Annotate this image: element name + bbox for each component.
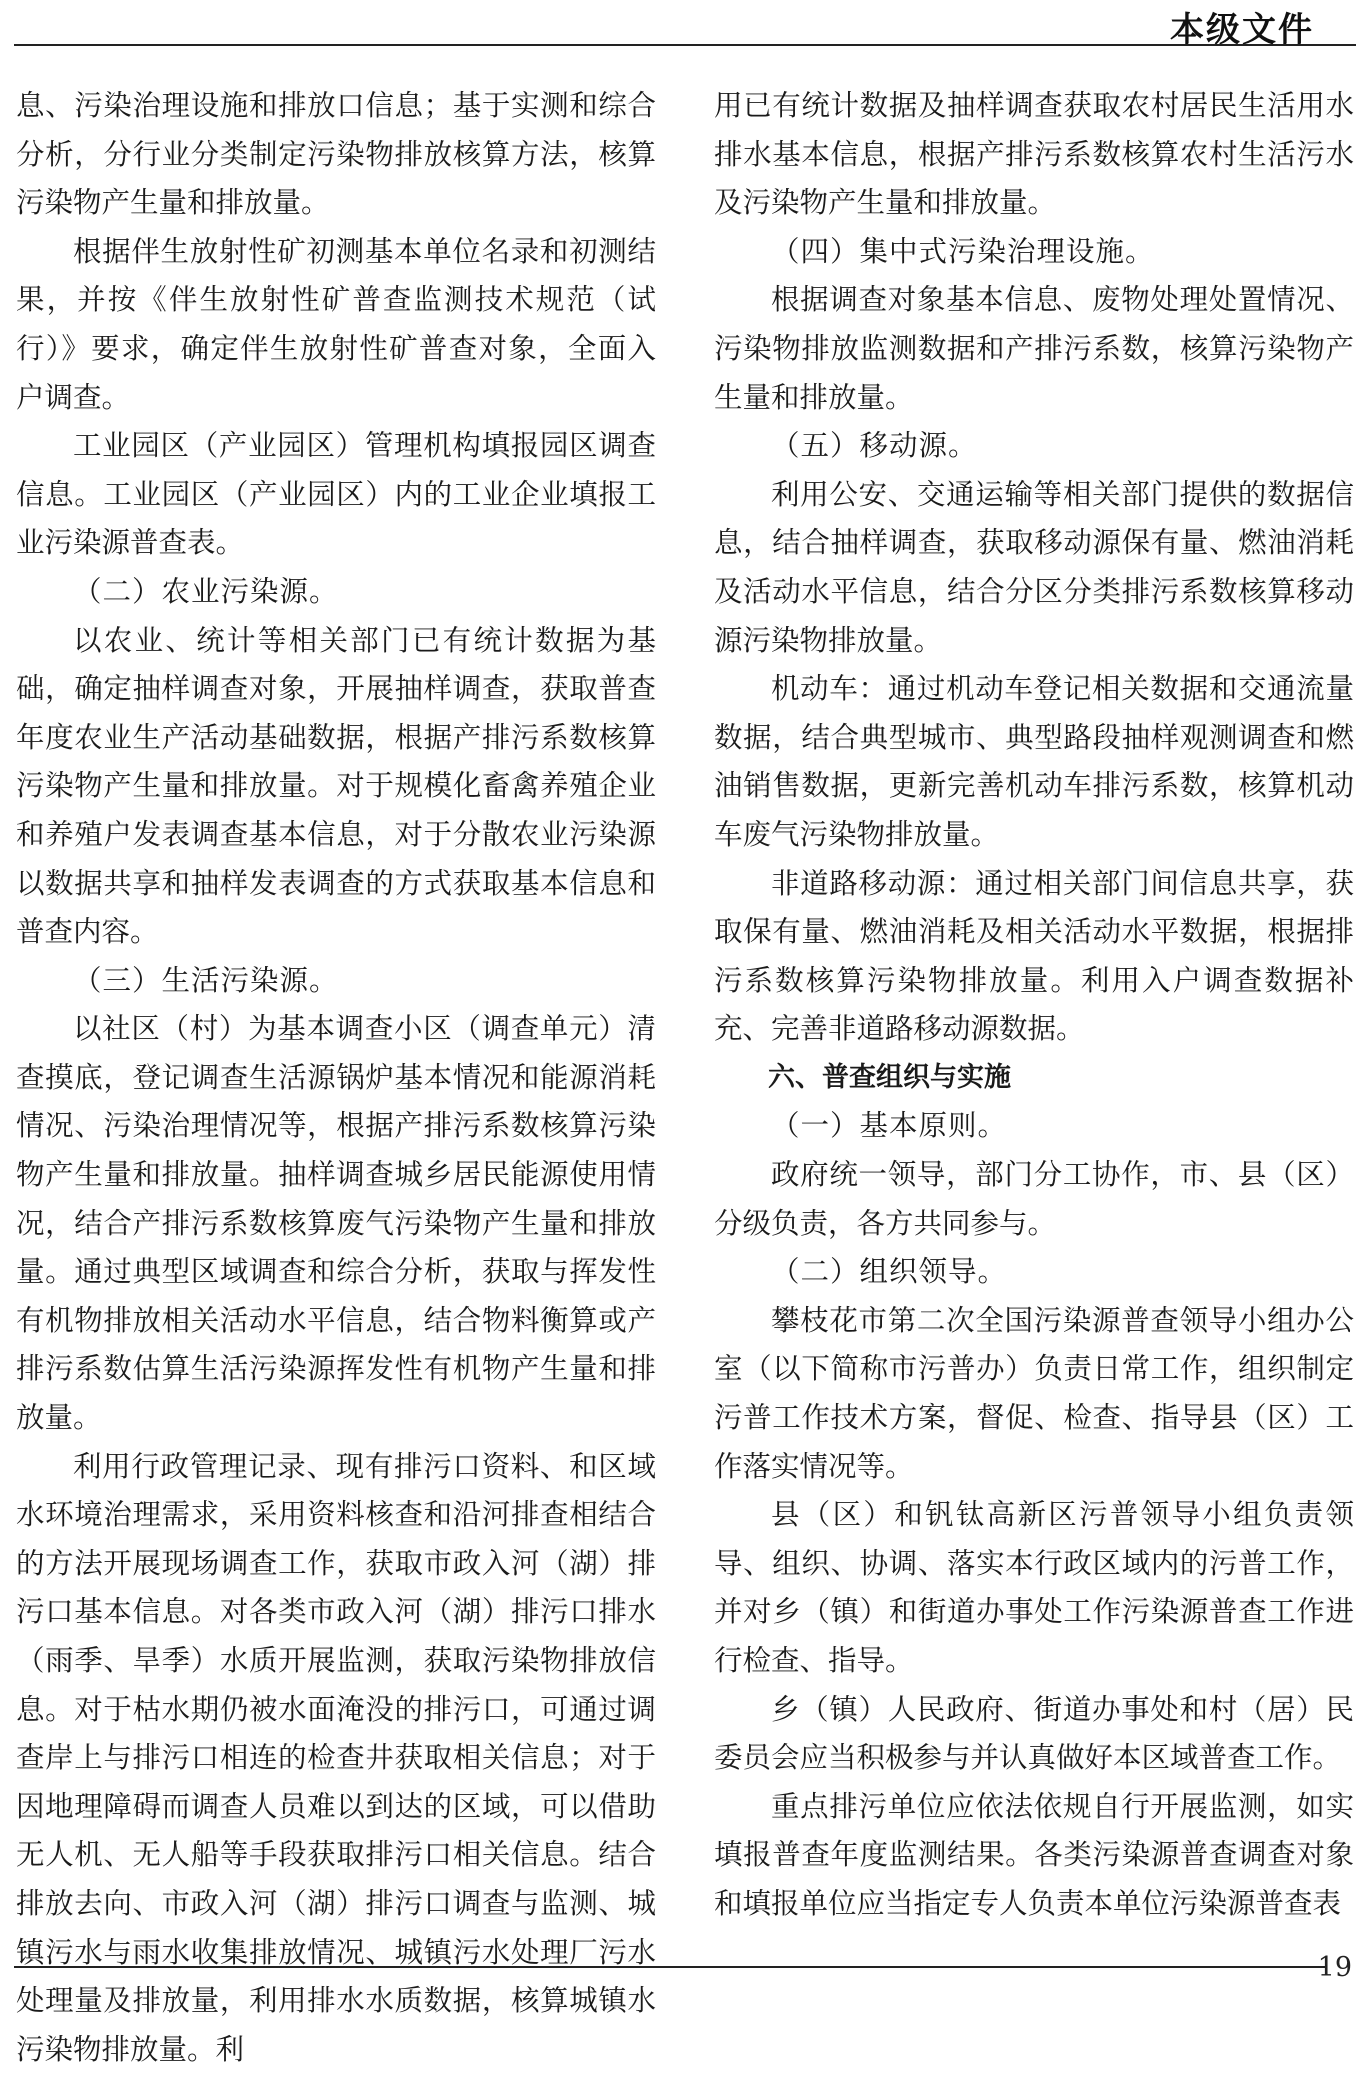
subsection-heading: （四）集中式污染治理设施。 — [771, 234, 1155, 268]
paragraph: 乡（镇）人民政府、街道办事处和村（居）民委员会应当积极参与并认真做好本区域普查工作。 — [714, 1692, 1354, 1775]
header-rule — [14, 44, 1356, 46]
subsection-heading: （二）农业污染源。 — [73, 574, 339, 608]
running-header-title: 本级文件 — [1170, 10, 1314, 50]
paragraph: 重点排污单位应依法依规自行开展监测，如实填报普查年度监测结果。各类污染源普查调查对象和填报单位应当指定专人负责本单位污染源普查表 — [714, 1789, 1354, 1920]
subsection-heading: （一）基本原则。 — [771, 1109, 1008, 1143]
paragraph: 非道路移动源：通过相关部门间信息共享，获取保有量、燃油消耗及相关活动水平数据，根据排污系数核算污染物排放量。利用入户调查数据补充、完善非道路移动源数据。 — [714, 866, 1354, 1046]
left-column — [16, 82, 656, 2074]
paragraph: 县（区）和钒钛高新区污普领导小组负责领导、组织、协调、落实本行政区域内的污普工作，并对乡（镇）和街道办事处工作污染源普查工作进行检查、指导。 — [714, 1498, 1354, 1677]
paragraph: 利用公安、交通运输等相关部门提供的数据信息，结合抽样调查，获取移动源保有量、燃油消耗及活动水平信息，结合分区分类排污系数核算移动源污染物排放量。 — [714, 477, 1354, 657]
paragraph: 根据伴生放射性矿初测基本单位名录和初测结果，并按《伴生放射性矿普查监测技术规范（试行）》要求，确定伴生放射性矿普查对象，全面入户调查。 — [16, 234, 656, 414]
paragraph: 机动车：通过机动车登记相关数据和交通流量数据，结合典型城市、典型路段抽样观测调查和燃油销售数据，更新完善机动车排污系数，核算机动车废气污染物排放量。 — [714, 672, 1354, 851]
subsection-heading: （五）移动源。 — [771, 429, 978, 463]
section-heading: 六、普查组织与实施 — [768, 1061, 1011, 1093]
subsection-heading: （二）组织领导。 — [771, 1255, 1008, 1289]
paragraph: 用已有统计数据及抽样调查获取农村居民生活用水排水基本信息，根据产排污系数核算农村生活污水及污染物产生量和排放量。 — [714, 89, 1354, 220]
paragraph: 根据调查对象基本信息、废物处理处置情况、污染物排放监测数据和产排污系数，核算污染物产生量和排放量。 — [714, 283, 1354, 414]
paragraph: 工业园区（产业园区）管理机构填报园区调查信息。工业园区（产业园区）内的工业企业填报工业污染源普查表。 — [16, 429, 656, 560]
paragraph: 利用行政管理记录、现有排污口资料、和区域水环境治理需求，采用资料核查和沿河排查相结合的方法开展现场调查工作，获取市政入河（湖）排污口基本信息。对各类市政入河（湖）排污口排水（雨季、旱季）水质开展监测，获取污染物排放信息。对于枯水期仍被水面淹没的排污口，可通过调查岸上与排污口相连的检查井获取相关信息；对于因地理障碍而调查人员难以到达的区域，可以借助无人机、无人船等手段获取排污口相关信息。结合排放去向、市政入河（湖）排污口调查与监测、城镇污水与雨水收集排放情况、城镇污水处理厂污水处理量及排放量，利用排水水质数据，核算城镇水污染物排放量。利 — [16, 1449, 656, 2066]
paragraph: 以农业、统计等相关部门已有统计数据为基础，确定抽样调查对象，开展抽样调查，获取普查年度农业生产活动基础数据，根据产排污系数核算污染物产生量和排放量。对于规模化畜禽养殖企业和养殖户发表调查基本信息，对于分散农业污染源以数据共享和抽样发表调查的方式获取基本信息和普查内容。 — [16, 623, 656, 949]
subsection-heading: （三）生活污染源。 — [73, 963, 339, 997]
right-column — [714, 82, 1354, 1929]
footer-rule — [14, 1966, 1326, 1968]
paragraph: 政府统一领导，部门分工协作，市、县（区）分级负责，各方共同参与。 — [714, 1158, 1354, 1240]
page-number: 19 — [1317, 1952, 1352, 1983]
paragraph: 以社区（村）为基本调查小区（调查单元）清查摸底，登记调查生活源锅炉基本情况和能源消耗情况、污染治理情况等，根据产排污系数核算污染物产生量和排放量。抽样调查城乡居民能源使用情况，结合产排污系数核算废气污染物产生量和排放量。通过典型区域调查和综合分析，获取与挥发性有机物排放相关活动水平信息，结合物料衡算或产排污系数估算生活污染源挥发性有机物产生量和排放量。 — [16, 1012, 656, 1435]
paragraph: 息、污染治理设施和排放口信息；基于实测和综合分析，分行业分类制定污染物排放核算方法，核算污染物产生量和排放量。 — [16, 89, 656, 220]
paragraph: 攀枝花市第二次全国污染源普查领导小组办公室（以下简称市污普办）负责日常工作，组织制定污普工作技术方案，督促、检查、指导县（区）工作落实情况等。 — [714, 1303, 1354, 1483]
